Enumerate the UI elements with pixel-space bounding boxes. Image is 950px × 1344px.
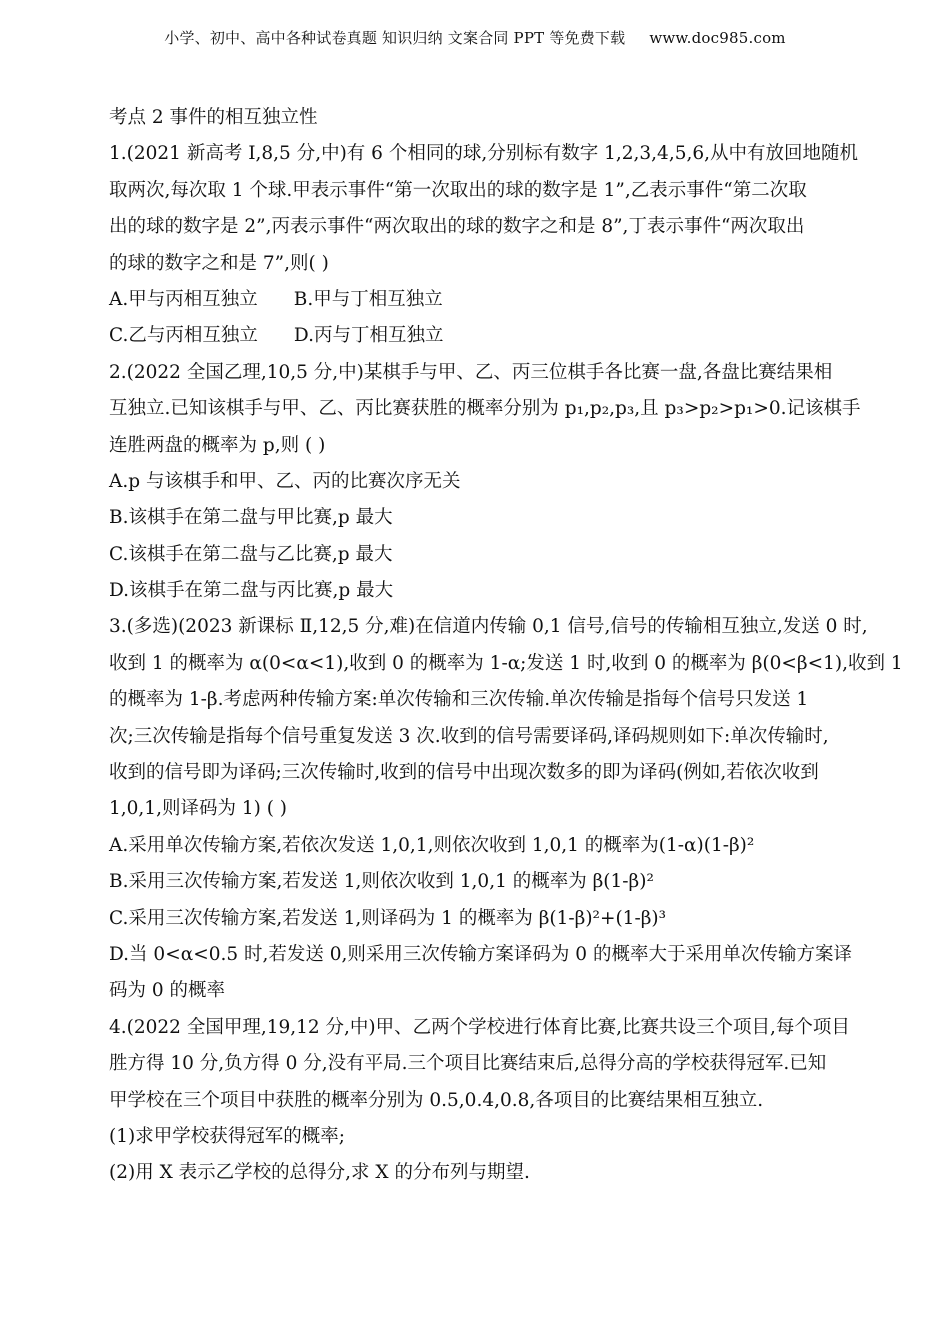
- question-4: [109, 1010, 850, 1192]
- q3-stem-line-5: 收到的信号即为译码;三次传输时,收到的信号中出现次数多的即为译码(例如,若依次收到: [109, 762, 819, 784]
- q1-option-d: D.丙与丁相互独立: [293, 325, 444, 347]
- question-2: [109, 355, 861, 610]
- q4-stem-line-1: 4.(2022 全国甲理,19,12 分,中)甲、乙两个学校进行体育比赛,比赛共设三个项目,每个项目: [109, 1016, 850, 1038]
- q1-stem-line-1: 1.(2021 新高考 Ⅰ,8,5 分,中)有 6 个相同的球,分别标有数字 1,2,3,4,5,6,从中有放回地随机: [109, 143, 858, 165]
- q1-stem-line-2: 取两次,每次取 1 个球.甲表示事件“第一次取出的球的数字是 1”,乙表示事件“第二次取: [109, 179, 807, 201]
- q1-options-row-2: [109, 318, 844, 354]
- q3-option-c: C.采用三次传输方案,若发送 1,则译码为 1 的概率为 β(1-β)²+(1-β)³: [109, 907, 667, 929]
- page-header: [0, 27, 950, 48]
- q2-stem-line-3: 连胜两盘的概率为 p,则 ( ): [109, 434, 326, 456]
- q1-option-b: B.甲与丁相互独立: [293, 288, 443, 310]
- q1-stem-line-3: 出的球的数字是 2”,丙表示事件“两次取出的球的数字之和是 8”,丁表示事件“两次取出: [109, 216, 805, 238]
- q2-option-b: B.该棋手在第二盘与甲比赛,p 最大: [109, 507, 393, 529]
- q4-part-1: (1)求甲学校获得冠军的概率;: [109, 1125, 345, 1147]
- q4-part-2: (2)用 X 表示乙学校的总得分,求 X 的分布列与期望.: [109, 1162, 530, 1184]
- header-text: 小学、初中、高中各种试卷真题 知识归纳 文案合同 PPT 等免费下载: [164, 29, 626, 47]
- q2-stem-line-1: 2.(2022 全国乙理,10,5 分,中)某棋手与甲、乙、丙三位棋手各比赛一盘,各盘比赛结果相: [109, 361, 833, 383]
- q4-stem-line-3: 甲学校在三个项目中获胜的概率分别为 0.5,0.4,0.8,各项目的比赛结果相互独立.: [109, 1089, 764, 1111]
- question-1: [109, 136, 858, 354]
- header-site-link[interactable]: www.doc985.com: [649, 29, 786, 47]
- q1-option-c: C.乙与丙相互独立: [109, 325, 258, 347]
- q4-stem-line-2: 胜方得 10 分,负方得 0 分,没有平局.三个项目比赛结束后,总得分高的学校获得冠军.已知: [109, 1053, 827, 1075]
- question-3: [109, 609, 903, 1009]
- q3-option-d-line-2: 码为 0 的概率: [109, 980, 226, 1002]
- q3-option-d-line-1: D.当 0<α<0.5 时,若发送 0,则采用三次传输方案译码为 0 的概率大于采用单次传输方案译: [109, 943, 852, 965]
- q3-stem-line-1: 3.(多选)(2023 新课标 Ⅱ,12,5 分,难)在信道内传输 0,1 信号,信号的传输相互独立,发送 0 时,: [109, 616, 868, 638]
- q1-options-row-1: [109, 282, 844, 318]
- q2-option-a: A.p 与该棋手和甲、乙、丙的比赛次序无关: [109, 470, 461, 492]
- q3-stem-line-4: 次;三次传输是指每个信号重复发送 3 次.收到的信号需要译码,译码规则如下:单次传输时,: [109, 725, 829, 747]
- q3-stem-line-6: 1,0,1,则译码为 1) ( ): [109, 798, 288, 820]
- q1-stem-line-4: 的球的数字之和是 7”,则( ): [109, 252, 329, 274]
- q3-option-b: B.采用三次传输方案,若发送 1,则依次收到 1,0,1 的概率为 β(1-β)²: [109, 871, 654, 893]
- q3-option-a: A.采用单次传输方案,若依次发送 1,0,1,则依次收到 1,0,1 的概率为(1-α)(1-β)²: [109, 834, 755, 856]
- q2-stem-line-2: 互独立.已知该棋手与甲、乙、丙比赛获胜的概率分别为 p₁,p₂,p₃,且 p₃>p₂>p₁>0.记该棋手: [109, 398, 861, 420]
- q3-stem-line-2: 收到 1 的概率为 α(0<α<1),收到 0 的概率为 1-α;发送 1 时,收到 0 的概率为 β(0<β<1),收到 1: [109, 652, 903, 674]
- document-body: [109, 100, 903, 1192]
- q3-stem-line-3: 的概率为 1-β.考虑两种传输方案:单次传输和三次传输.单次传输是指每个信号只发送 1: [109, 689, 809, 711]
- q2-option-c: C.该棋手在第二盘与乙比赛,p 最大: [109, 543, 393, 565]
- q1-option-a: A.甲与丙相互独立: [109, 288, 258, 310]
- section-title: 考点 2 事件的相互独立性: [109, 107, 318, 128]
- q2-option-d: D.该棋手在第二盘与丙比赛,p 最大: [109, 580, 394, 602]
